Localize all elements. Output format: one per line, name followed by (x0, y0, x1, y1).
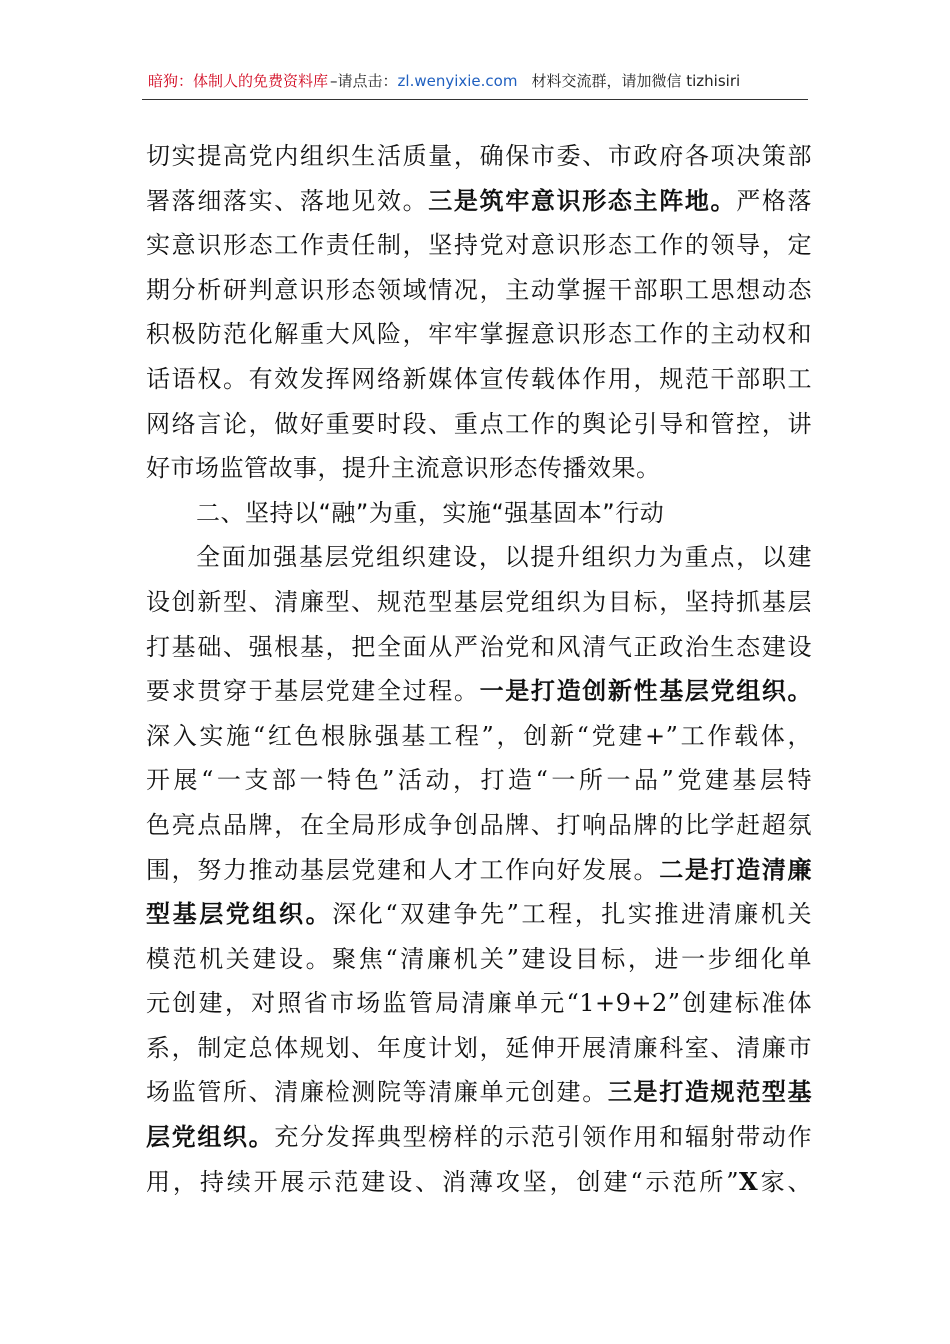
text-line (146, 1115, 812, 1160)
text-segment: 色亮点品牌，在全局形成争创品牌、打响品牌的比学赶超氛 (146, 810, 812, 839)
text-line (146, 1026, 812, 1071)
section-heading (146, 491, 812, 536)
text-line (146, 446, 812, 491)
document-body (146, 134, 812, 1204)
text-line (146, 268, 812, 313)
text-segment: 好市场监管故事，提升主流意识形态传播效果。 (146, 454, 661, 483)
header-wechat: 材料交流群，请加微信 tizhisiri (531, 72, 741, 90)
text-line (146, 580, 812, 625)
page-header (148, 66, 808, 96)
header-link-label: –请点击： (330, 72, 398, 90)
heading-text: 二、坚持以“融”为重，实施“强基固本”行动 (196, 498, 665, 527)
text-segment: 要求贯穿于基层党建全过程。 (146, 677, 480, 706)
text-segment: 切实提高党内组织生活质量，确保市委、市政府各项决策部 (146, 142, 812, 170)
text-segment: 网络言论，做好重要时段、重点工作的舆论引导和管控，讲 (146, 409, 812, 438)
text-segment: 充分发挥典型榜样的示范引领作用和辐射带动作 (274, 1123, 813, 1152)
bold-key-point: 层党组织。 (146, 1122, 275, 1152)
text-line (146, 1070, 812, 1115)
bold-key-point: 二是打造清廉 (659, 854, 813, 884)
text-segment: 场监管所、清廉检测院等清廉单元创建。 (146, 1078, 608, 1107)
text-segment: 系，制定总体规划、年度计划，延伸开展清廉科室、清廉市 (146, 1033, 812, 1062)
text-segment: 设创新型、清廉型、规范型基层党组织为目标，坚持抓基层 (146, 587, 812, 616)
text-segment: 严格落 (736, 186, 813, 215)
text-segment: 话语权。有效发挥网络新媒体宣传载体作用，规范干部职工 (146, 364, 812, 393)
text-segment: 家、 (758, 1167, 812, 1196)
text-line (146, 179, 812, 224)
text-segment: 期分析研判意识形态领域情况，主动掌握干部职工思想动态 (146, 275, 812, 304)
header-link[interactable]: zl.wenyixie.com (397, 72, 518, 90)
bold-key-point: 型基层党组织。 (146, 899, 333, 929)
text-line (146, 357, 812, 402)
text-line (146, 535, 812, 580)
text-line (146, 669, 812, 714)
text-segment: 用，持续开展示范建设、消薄攻坚，创建“示范所” (146, 1167, 740, 1196)
text-segment: 深入实施“红色根脉强基工程”，创新“党建+”工作载体， (146, 721, 812, 750)
header-brand: 暗狗：体制人的免费资料库 (148, 72, 329, 90)
text-segment: 围，努力推动基层党建和人才工作向好发展。 (146, 855, 660, 884)
text-segment: 全面加强基层党组织建设，以提升组织力为重点，以建 (196, 543, 812, 572)
text-line (146, 848, 812, 893)
text-segment: 模范机关建设。聚焦“清廉机关”建设目标，进一步细化单 (146, 944, 812, 973)
text-segment: 打基础、强根基，把全面从严治党和风清气正政治生态建设 (146, 632, 812, 661)
text-line (146, 892, 812, 937)
text-line (146, 937, 812, 982)
text-segment: 积极防范化解重大风险，牢牢掌握意识形态工作的主动权和 (146, 320, 812, 349)
text-line (146, 981, 812, 1026)
text-line (146, 312, 812, 357)
bold-key-point: 一是打造创新性基层党组织。 (479, 676, 813, 706)
text-line (146, 223, 812, 268)
text-segment: 署落细落实、落地见效。 (146, 186, 429, 215)
text-segment: 开展“一支部一特色”活动，打造“一所一品”党建基层特 (146, 766, 812, 795)
text-line (146, 402, 812, 447)
text-segment: 深化“双建争先”工程，扎实推进清廉机关 (332, 900, 812, 929)
text-line (146, 1160, 812, 1205)
text-line (146, 625, 812, 670)
text-segment: 实意识形态工作责任制，坚持党对意识形态工作的领导，定 (146, 231, 812, 260)
text-line (146, 714, 812, 759)
header-divider (142, 99, 808, 100)
text-line (146, 758, 812, 803)
text-line (146, 134, 812, 179)
text-line (146, 803, 812, 848)
bold-key-point: 三是筑牢意识形态主阵地。 (428, 185, 737, 215)
text-segment: 元创建，对照省市场监管局清廉单元“1+9+2”创建标准体 (146, 989, 812, 1018)
bold-key-point: 三是打造规范型基 (607, 1077, 813, 1107)
bold-placeholder: X (739, 1166, 759, 1196)
